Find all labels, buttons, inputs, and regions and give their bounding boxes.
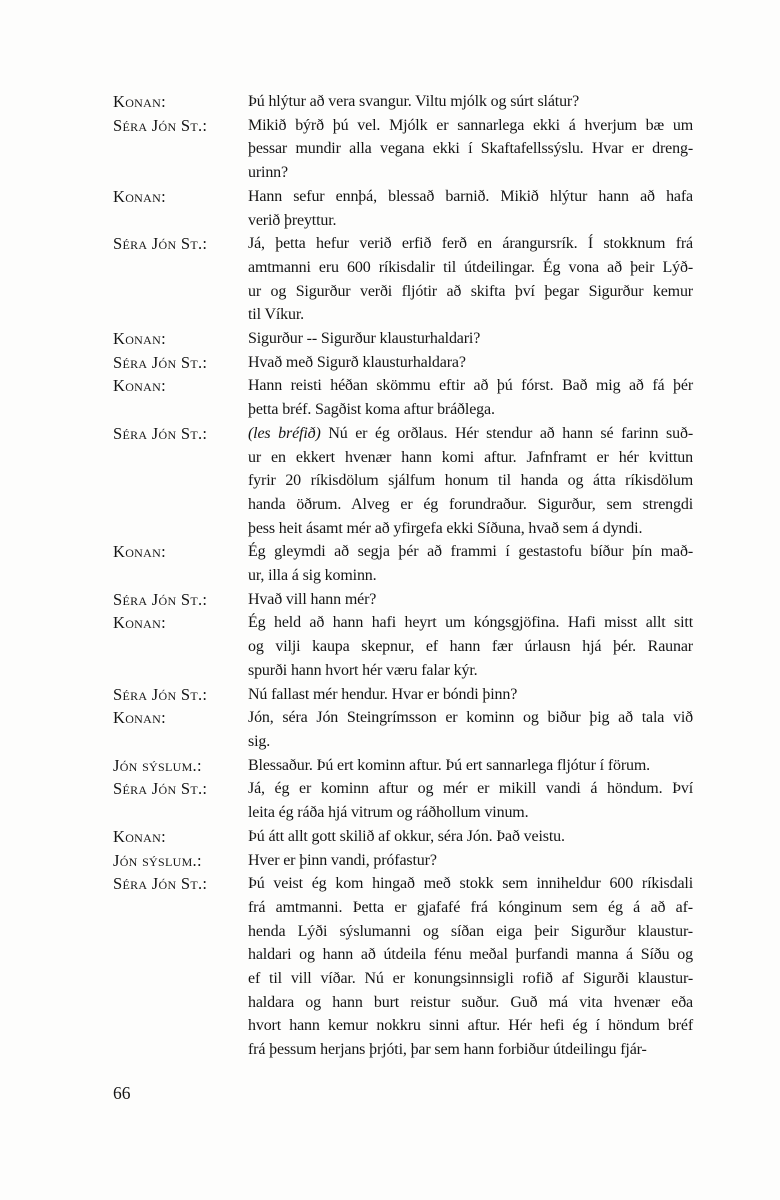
dialogue-row [113,777,693,824]
speaker-label: Séra Jón St.: [113,423,208,443]
dialogue-line: urinn? [248,164,288,182]
speech-block [248,185,693,232]
dialogue-line: ef til vill víðar. Nú er konungsinnsigli rofið af Sigurði klaustur- [248,970,693,988]
dialogue-line: Hvað vill hann mér? [248,590,377,608]
speaker-label: Séra Jón St.: [113,684,208,704]
dialogue-row [113,849,693,873]
dialogue-row [113,90,693,114]
dialogue-line: Þú veist ég kom hingað með stokk sem inniheldur 600 ríkisdali [248,875,693,893]
speech-block [248,777,693,824]
dialogue-line: Nú fallast mér hendur. Hvar er bóndi þinn? [248,685,518,703]
dialogue-line: frá amtmanni. Þetta er gjafafé frá kónginum sem ég á að af- [248,898,693,916]
dialogue-line: Sigurður -- Sigurður klausturhaldari? [248,330,481,348]
dialogue-row [113,114,693,185]
speaker-label: Séra Jón St.: [113,779,208,799]
speech-block [248,825,693,849]
speaker-label: Séra Jón St.: [113,352,208,372]
speaker-label: Konan: [113,186,166,206]
speaker-label: Jón sýslum.: [113,850,202,870]
dialogue-row [113,185,693,232]
dialogue-line: haldara og hann burt reistur suður. Guð má vita hvenær eða [248,993,693,1011]
dialogue-line: frá þessum herjans þrjóti, þar sem hann forbiður útdeilingu fjár- [248,1041,647,1059]
speech-block [248,422,693,541]
speaker-label: Séra Jón St.: [113,874,208,894]
dialogue-line: Hver er þinn vandi, prófastur? [248,851,437,869]
dialogue-row [113,232,693,327]
speech-block [248,849,693,873]
speech-block [248,683,693,707]
dialogue-line: handa öðrum. Alveg er ég forundraður. Sigurður, sem strengdi [248,495,693,513]
dialogue-line: hvort hann kemur nokkru sinni aftur. Hér hefi ég í höndum bréf [248,1017,693,1035]
speech-block [248,374,693,421]
dialogue-line: Blessaður. Þú ert kominn aftur. Þú ert sannarlega fljótur í förum. [248,756,651,774]
speech-block [248,872,693,1062]
dialogue-line: til Víkur. [248,306,304,324]
dialogue-line: Já, þetta hefur verið erfið ferð en árangursrík. Í stokknum frá [248,235,693,253]
dialogue-line: Hann reisti héðan skömmu eftir að þú fórst. Bað mig að fá þér [248,377,693,395]
dialogue-row [113,825,693,849]
dialogue-line: Ég held að hann hafi heyrt um kóngsgjöfina. Hafi misst allt sitt [248,614,693,632]
speaker-label: Séra Jón St.: [113,115,208,135]
dialogue-row [113,683,693,707]
dialogue-line: Hvað með Sigurð klausturhaldara? [248,353,466,371]
dialogue-row [113,588,693,612]
dialogue-row [113,374,693,421]
dialogue-row [113,327,693,351]
dialogue-row [113,351,693,375]
speech-block [248,611,693,682]
speaker-label: Konan: [113,376,166,396]
dialogue-line: spurði hann hvort hér væru falar kýr. [248,661,478,679]
dialogue-line: þetta bréf. Sagðist koma aftur bráðlega. [248,401,495,419]
speaker-label: Konan: [113,542,166,562]
speech-block [248,327,693,351]
dialogue-line: Mikið býrð þú vel. Mjólk er sannarlega ekki á hverjum bæ um [248,116,693,134]
dialogue-line [248,422,693,446]
speaker-label: Konan: [113,708,166,728]
dialogue-row [113,540,693,587]
dialogue-line: haldari og hann að útdeila fénu meðal þurfandi manna á Síðu og [248,946,693,964]
dialogue-text: Nú er ég orðlaus. Hér stendur að hann sé farinn suð- [328,424,694,442]
dialogue-line: og vilji kaupa skepnur, ef hann fær úrlausn hjá þér. Raunar [248,638,693,656]
page-number: 66 [113,1083,131,1103]
dialogue-line: Þú hlýtur að vera svangur. Viltu mjólk og súrt slátur? [248,93,580,110]
dialogue-row [113,872,693,1062]
dialogue-line: leita ég ráða hjá vitrum og ráðhollum vinum. [248,804,529,822]
speaker-label: Konan: [113,826,166,846]
dialogue-line: Já, ég er kominn aftur og mér er mikill vandi á höndum. Því [248,780,693,798]
dialogue-row [113,754,693,778]
speaker-label: Konan: [113,92,166,111]
dialogue-line: Hann sefur ennþá, blessað barnið. Mikið hlýtur hann að hafa [248,187,693,205]
speech-block [248,588,693,612]
dialogue-line: Jón, séra Jón Steingrímsson er kominn og biður þig að tala við [248,709,693,727]
dialogue-line: Þú átt allt gott skilið af okkur, séra Jón. Það veistu. [248,827,565,845]
dialogue-line: amtmanni eru 600 ríkisdalir til útdeilingar. Ég vona að þeir Lýð- [248,258,693,276]
dialogue-line: þess heit ásamt mér að yfirgefa ekki Síðuna, hvað sem á dyndi. [248,519,643,537]
speech-block [248,351,693,375]
dialogue-line: þessar mundir alla vegana ekki í Skaftafellssýslu. Hvar er dreng- [248,140,693,158]
stage-direction: (les bréfið) [248,424,321,442]
dialogue-line: ur, illa á sig kominn. [248,567,377,585]
dialogue-list [113,90,693,1062]
dialogue-row [113,706,693,753]
dialogue-row [113,611,693,682]
speech-block [248,232,693,327]
speech-block [248,540,693,587]
dialogue-line: sig. [248,732,271,750]
speaker-label: Konan: [113,329,166,349]
speech-block [248,90,693,114]
speech-block [248,114,693,185]
dialogue-line: henda Lýði sýslumanni og síðan eiga þeir Sigurður klaustur- [248,922,693,940]
speech-block [248,754,693,778]
dialogue-line: Ég gleymdi að segja þér að frammi í gestastofu bíður þín mað- [248,543,693,561]
dialogue-line: ur en ekkert hvenær hann komi aftur. Jafnframt er hér kvittun [248,448,693,466]
dialogue-line: verið þreyttur. [248,211,337,229]
speaker-label: Jón sýslum.: [113,755,202,775]
speaker-label: Konan: [113,613,166,633]
speaker-label: Séra Jón St.: [113,234,208,254]
dialogue-row [113,422,693,541]
speaker-label: Séra Jón St.: [113,589,208,609]
speech-block [248,706,693,753]
dialogue-line: ur og Sigurður verði fljótir að skifta því þegar Sigurður kemur [248,282,693,300]
dialogue-line: fyrir 20 ríkisdölum sjálfum honum til handa og átta ríkisdölum [248,472,693,490]
